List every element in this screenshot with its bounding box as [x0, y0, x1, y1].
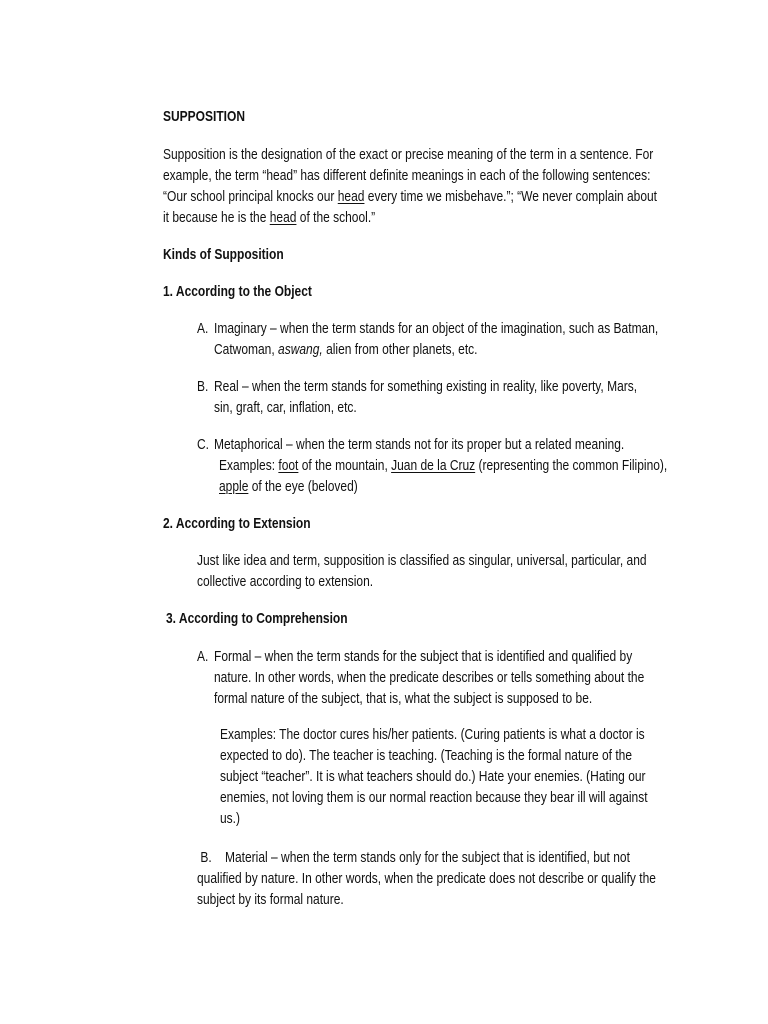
text-run: Examples:	[219, 457, 279, 474]
example-line: Examples: The doctor cures his/her patients. (Curing patients is what a doctor is	[220, 726, 645, 743]
text-run: alien from other planets, etc.	[322, 341, 478, 358]
intro-line: Supposition is the designation of the exact or precise meaning of the term in a sentence. For	[163, 146, 654, 163]
text-run: (representing the common Filipino),	[475, 457, 668, 474]
item-line: Formal – when the term stands for the subject that is identified and qualified by	[214, 648, 633, 665]
paragraph-line: Just like idea and term, supposition is classified as singular, universal, particular, and	[197, 552, 647, 569]
list-marker: A.	[197, 320, 209, 337]
text-run: it because he is the	[163, 209, 270, 226]
example-line: expected to do). The teacher is teaching. (Teaching is the formal nature of the	[220, 747, 633, 764]
item-line: qualified by nature. In other words, when the predicate does not describe or qualify the	[197, 870, 656, 887]
item-line	[214, 339, 477, 360]
title-text: SUPPOSITION	[163, 108, 246, 125]
underlined-term: head	[337, 188, 365, 205]
item-line: Real – when the term stands for something existing in reality, like poverty, Mars,	[214, 378, 638, 395]
item-line: sin, graft, car, inflation, etc.	[214, 399, 357, 416]
heading-text: 2. According to Extension	[163, 515, 311, 532]
text-run: of the eye (beloved)	[248, 478, 358, 495]
text-run: Catwoman,	[214, 341, 279, 358]
text-run: of the mountain,	[298, 457, 392, 474]
italic-term: aswang,	[278, 341, 323, 358]
intro-line: example, the term “head” has different definite meanings in each of the following sentences:	[163, 167, 651, 184]
heading-text: Kinds of Supposition	[163, 246, 284, 263]
example-line: us.)	[220, 810, 241, 827]
page-title	[163, 106, 768, 127]
paragraph-line: collective according to extension.	[197, 573, 374, 590]
item-line: nature. In other words, when the predicate describes or tells something about the	[214, 669, 645, 686]
list-marker: C.	[197, 436, 209, 453]
text-run: “Our school principal knocks our	[163, 188, 338, 205]
intro-line	[163, 186, 657, 207]
formal-examples	[220, 724, 768, 829]
item-line	[219, 455, 667, 476]
text-run: every time we misbehave.”; “We never complain about	[364, 188, 658, 205]
section-comprehension-heading	[166, 608, 768, 629]
underlined-term: foot	[278, 457, 299, 474]
item-line: Metaphorical – when the term stands not for its proper but a related meaning.	[214, 436, 625, 453]
item-line	[219, 476, 358, 497]
item-line: B. Material – when the term stands only for the subject that is identified, but not	[197, 849, 630, 866]
heading-text: 3. According to Comprehension	[166, 610, 348, 627]
heading-text: 1. According to the Object	[163, 283, 312, 300]
list-marker: A.	[197, 648, 209, 665]
example-line: subject “teacher”. It is what teachers should do.) Hate your enemies. (Hating our	[220, 768, 646, 785]
text-run: of the school.”	[296, 209, 376, 226]
item-line: Imaginary – when the term stands for an object of the imagination, such as Batman,	[214, 320, 659, 337]
list-item-material	[197, 847, 768, 910]
section-extension-heading	[163, 513, 768, 534]
intro-paragraph	[163, 144, 768, 228]
example-line: enemies, not loving them is our normal reaction because they bear ill will against	[220, 789, 648, 806]
section-object-heading	[163, 281, 768, 302]
underlined-term: head	[269, 209, 297, 226]
kinds-heading	[163, 244, 768, 265]
extension-paragraph	[197, 550, 768, 592]
item-line: formal nature of the subject, that is, what the subject is supposed to be.	[214, 690, 593, 707]
underlined-term: Juan de la Cruz	[391, 457, 476, 474]
list-marker: B.	[197, 378, 209, 395]
item-line: subject by its formal nature.	[197, 891, 344, 908]
intro-line	[163, 207, 375, 228]
underlined-term: apple	[219, 478, 249, 495]
